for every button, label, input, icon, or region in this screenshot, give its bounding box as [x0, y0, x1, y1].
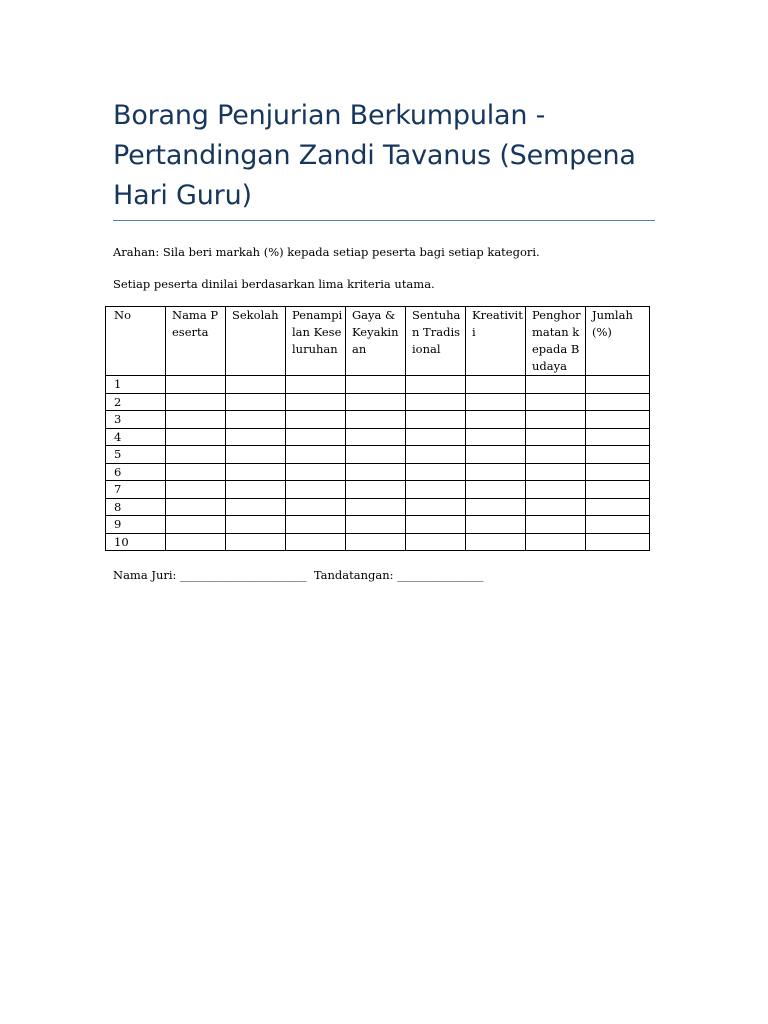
- table-row: [106, 481, 650, 499]
- table-row: [106, 393, 650, 411]
- score-cell-sekolah[interactable]: [226, 376, 286, 394]
- score-cell-jumlah[interactable]: [586, 533, 650, 551]
- score-cell-gaya-keyakinan[interactable]: [346, 516, 406, 534]
- score-cell-penampilan[interactable]: [286, 498, 346, 516]
- score-cell-sentuhan-tradisional[interactable]: [406, 393, 466, 411]
- score-cell-jumlah[interactable]: [586, 428, 650, 446]
- row-number: 3: [106, 411, 166, 429]
- score-cell-kreativiti[interactable]: [466, 411, 526, 429]
- row-number: 4: [106, 428, 166, 446]
- row-number: 5: [106, 446, 166, 464]
- title-divider: [113, 220, 655, 221]
- score-cell-gaya-keyakinan[interactable]: [346, 481, 406, 499]
- judge-name-field[interactable]: ______________________: [180, 568, 307, 582]
- table-row: [106, 428, 650, 446]
- score-cell-sekolah[interactable]: [226, 463, 286, 481]
- header-sentuhan-tradisional: Sentuhan Tradisional: [406, 307, 466, 376]
- score-cell-kreativiti[interactable]: [466, 498, 526, 516]
- score-cell-gaya-keyakinan[interactable]: [346, 446, 406, 464]
- row-number: 2: [106, 393, 166, 411]
- score-cell-nama-peserta[interactable]: [166, 533, 226, 551]
- score-cell-penghormatan-budaya[interactable]: [526, 428, 586, 446]
- score-cell-penampilan[interactable]: [286, 481, 346, 499]
- row-number: 1: [106, 376, 166, 394]
- header-jumlah: Jumlah (%): [586, 307, 650, 376]
- score-cell-nama-peserta[interactable]: [166, 376, 226, 394]
- table-row: [106, 463, 650, 481]
- score-cell-sekolah[interactable]: [226, 393, 286, 411]
- score-cell-nama-peserta[interactable]: [166, 446, 226, 464]
- score-cell-sekolah[interactable]: [226, 411, 286, 429]
- score-cell-sentuhan-tradisional[interactable]: [406, 533, 466, 551]
- row-number: 6: [106, 463, 166, 481]
- score-cell-penghormatan-budaya[interactable]: [526, 498, 586, 516]
- score-cell-kreativiti[interactable]: [466, 463, 526, 481]
- score-cell-nama-peserta[interactable]: [166, 411, 226, 429]
- instruction-text: Arahan: Sila beri markah (%) kepada setiap peserta bagi setiap kategori.: [113, 245, 540, 259]
- table-row: [106, 533, 650, 551]
- header-penampilan-keseluruhan: Penampilan Keseluruhan: [286, 307, 346, 376]
- header-no: No: [106, 307, 166, 376]
- header-nama-peserta: Nama Peserta: [166, 307, 226, 376]
- table-row: [106, 411, 650, 429]
- row-number: 8: [106, 498, 166, 516]
- row-number: 7: [106, 481, 166, 499]
- table-row: [106, 376, 650, 394]
- score-cell-gaya-keyakinan[interactable]: [346, 533, 406, 551]
- score-cell-penghormatan-budaya[interactable]: [526, 411, 586, 429]
- score-cell-jumlah[interactable]: [586, 498, 650, 516]
- score-cell-penampilan[interactable]: [286, 376, 346, 394]
- table-body: [106, 376, 650, 551]
- score-cell-jumlah[interactable]: [586, 463, 650, 481]
- score-cell-jumlah[interactable]: [586, 446, 650, 464]
- score-cell-nama-peserta[interactable]: [166, 428, 226, 446]
- score-cell-sentuhan-tradisional[interactable]: [406, 376, 466, 394]
- score-cell-sentuhan-tradisional[interactable]: [406, 463, 466, 481]
- score-cell-sekolah[interactable]: [226, 516, 286, 534]
- row-number: 10: [106, 533, 166, 551]
- score-cell-sekolah[interactable]: [226, 533, 286, 551]
- score-cell-gaya-keyakinan[interactable]: [346, 498, 406, 516]
- score-cell-penghormatan-budaya[interactable]: [526, 393, 586, 411]
- judging-table: [105, 306, 650, 551]
- table-row: [106, 498, 650, 516]
- score-cell-penghormatan-budaya[interactable]: [526, 376, 586, 394]
- score-cell-penampilan[interactable]: [286, 393, 346, 411]
- score-cell-sekolah[interactable]: [226, 446, 286, 464]
- score-cell-penampilan[interactable]: [286, 411, 346, 429]
- score-cell-kreativiti[interactable]: [466, 393, 526, 411]
- score-cell-sentuhan-tradisional[interactable]: [406, 481, 466, 499]
- score-cell-sentuhan-tradisional[interactable]: [406, 411, 466, 429]
- score-cell-sentuhan-tradisional[interactable]: [406, 498, 466, 516]
- score-cell-penampilan[interactable]: [286, 463, 346, 481]
- score-cell-sentuhan-tradisional[interactable]: [406, 428, 466, 446]
- score-cell-jumlah[interactable]: [586, 376, 650, 394]
- score-cell-gaya-keyakinan[interactable]: [346, 411, 406, 429]
- score-cell-gaya-keyakinan[interactable]: [346, 428, 406, 446]
- score-cell-nama-peserta[interactable]: [166, 393, 226, 411]
- header-gaya-keyakinan: Gaya & Keyakinan: [346, 307, 406, 376]
- score-cell-penghormatan-budaya[interactable]: [526, 481, 586, 499]
- score-cell-jumlah[interactable]: [586, 411, 650, 429]
- signature-label: Tandatangan:: [313, 568, 394, 582]
- score-cell-kreativiti[interactable]: [466, 516, 526, 534]
- header-kreativiti: Kreativiti: [466, 307, 526, 376]
- table-row: [106, 446, 650, 464]
- row-number: 9: [106, 516, 166, 534]
- score-cell-nama-peserta[interactable]: [166, 516, 226, 534]
- score-cell-sentuhan-tradisional[interactable]: [406, 446, 466, 464]
- score-cell-penghormatan-budaya[interactable]: [526, 516, 586, 534]
- header-sekolah: Sekolah: [226, 307, 286, 376]
- score-cell-sekolah[interactable]: [226, 428, 286, 446]
- table-header-row: [106, 307, 650, 376]
- criteria-note-text: Setiap peserta dinilai berdasarkan lima kriteria utama.: [113, 277, 435, 291]
- score-cell-kreativiti[interactable]: [466, 428, 526, 446]
- score-cell-kreativiti[interactable]: [466, 446, 526, 464]
- score-cell-kreativiti[interactable]: [466, 533, 526, 551]
- score-cell-nama-peserta[interactable]: [166, 481, 226, 499]
- score-cell-jumlah[interactable]: [586, 481, 650, 499]
- signature-line: [113, 567, 483, 583]
- score-cell-sekolah[interactable]: [226, 481, 286, 499]
- score-cell-penampilan[interactable]: [286, 533, 346, 551]
- header-penghormatan-budaya: Penghormatan kepada Budaya: [526, 307, 586, 376]
- score-cell-penampilan[interactable]: [286, 446, 346, 464]
- score-cell-kreativiti[interactable]: [466, 376, 526, 394]
- score-cell-kreativiti[interactable]: [466, 481, 526, 499]
- score-cell-penghormatan-budaya[interactable]: [526, 533, 586, 551]
- score-cell-gaya-keyakinan[interactable]: [346, 376, 406, 394]
- score-cell-jumlah[interactable]: [586, 393, 650, 411]
- score-cell-penghormatan-budaya[interactable]: [526, 446, 586, 464]
- score-cell-penghormatan-budaya[interactable]: [526, 463, 586, 481]
- score-cell-nama-peserta[interactable]: [166, 463, 226, 481]
- score-cell-nama-peserta[interactable]: [166, 498, 226, 516]
- score-cell-gaya-keyakinan[interactable]: [346, 463, 406, 481]
- score-cell-penampilan[interactable]: [286, 516, 346, 534]
- score-cell-sentuhan-tradisional[interactable]: [406, 516, 466, 534]
- signature-field[interactable]: _______________: [397, 568, 484, 582]
- score-cell-penampilan[interactable]: [286, 428, 346, 446]
- score-cell-gaya-keyakinan[interactable]: [346, 393, 406, 411]
- score-cell-sekolah[interactable]: [226, 498, 286, 516]
- table-row: [106, 516, 650, 534]
- document-title: Borang Penjurian Berkumpulan - Pertandingan Zandi Tavanus (Sempena Hari Guru): [113, 100, 636, 211]
- score-cell-jumlah[interactable]: [586, 516, 650, 534]
- judge-name-label: Nama Juri:: [113, 568, 177, 582]
